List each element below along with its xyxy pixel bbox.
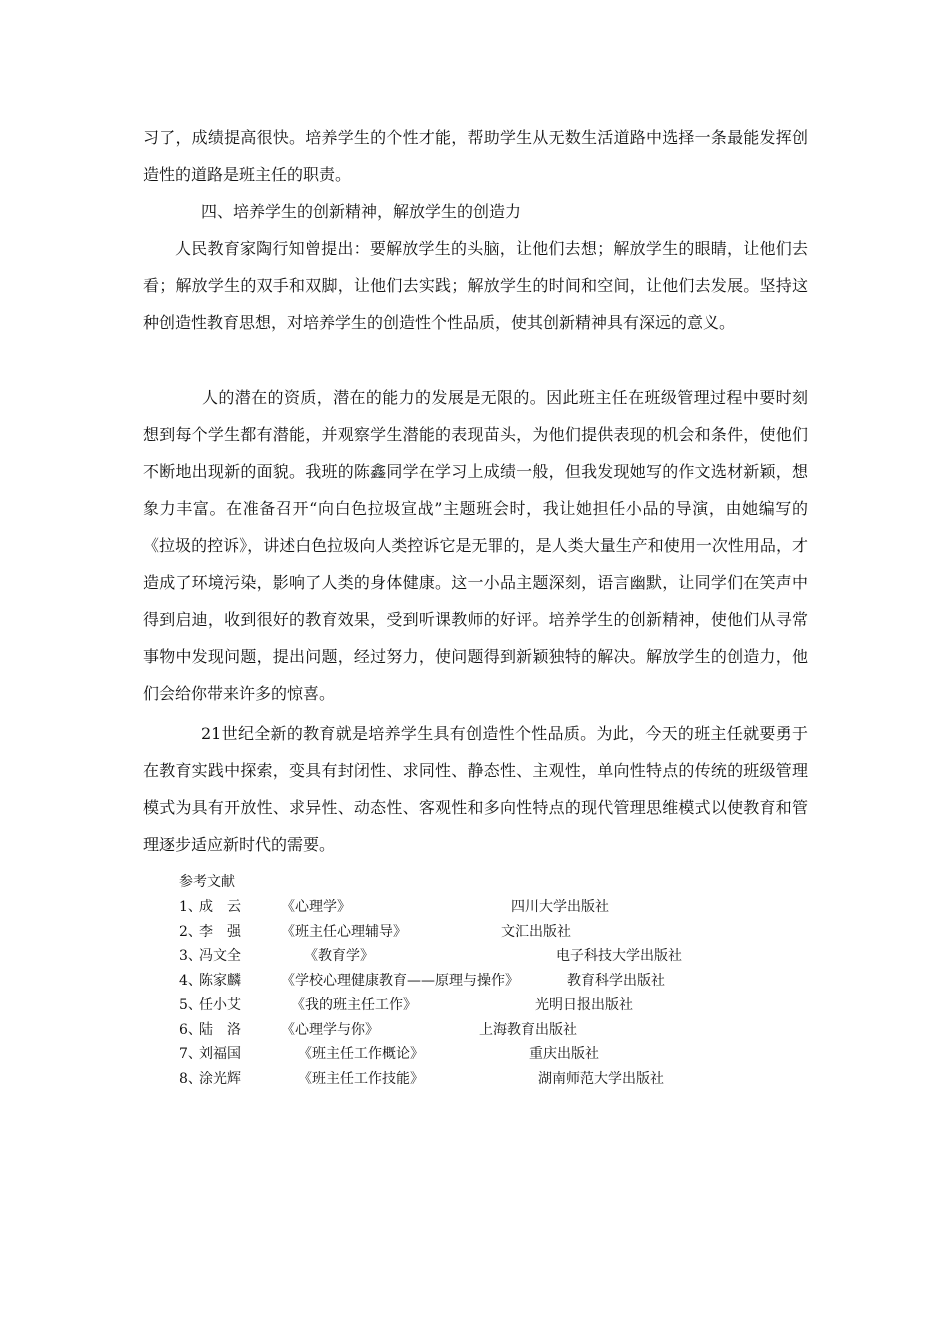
reference-author: 李 强 bbox=[199, 923, 241, 940]
reference-number: 7、 bbox=[179, 1046, 202, 1062]
reference-publisher: 上海教育出版社 bbox=[479, 1021, 577, 1038]
reference-publisher: 湖南师范大学出版社 bbox=[538, 1070, 664, 1087]
reference-item bbox=[179, 969, 799, 994]
paragraph-2: 人民教育家陶行知曾提出：要解放学生的头脑，让他们去想；解放学生的眼睛，让他们去看；解放学生的双手和双脚，让他们去实践；解放学生的时间和空间，让他们去发展。坚持这种创造性教育思想，对培养学生的创造性个性品质，使其创新精神具有深远的意义。 bbox=[143, 239, 808, 332]
references-title: 参考文献 bbox=[179, 874, 235, 890]
reference-author: 刘福国 bbox=[199, 1046, 241, 1062]
references bbox=[179, 870, 799, 1091]
reference-title: 《我的班主任工作》 bbox=[291, 997, 417, 1013]
reference-number: 3、 bbox=[179, 948, 202, 964]
paragraph-1: 习了，成绩提高很快。培养学生的个性才能，帮助学生从无数生活道路中选择一条最能发挥创造性的道路是班主任的职责。 bbox=[143, 128, 808, 184]
reference-title: 《班主任心理辅导》 bbox=[281, 923, 407, 940]
reference-number: 8、 bbox=[179, 1070, 202, 1087]
reference-number: 1、 bbox=[179, 899, 202, 915]
reference-item bbox=[179, 920, 799, 945]
reference-publisher: 四川大学出版社 bbox=[511, 899, 609, 915]
reference-title: 《教育学》 bbox=[304, 948, 374, 964]
reference-author: 任小艾 bbox=[199, 997, 241, 1013]
reference-title: 《班主任工作技能》 bbox=[298, 1070, 424, 1087]
reference-title: 《心理学》 bbox=[281, 899, 351, 915]
reference-item bbox=[179, 944, 799, 969]
reference-title: 《班主任工作概论》 bbox=[298, 1046, 424, 1062]
reference-number: 4、 bbox=[179, 972, 202, 989]
reference-item bbox=[179, 1067, 799, 1092]
reference-title: 《学校心理健康教育——原理与操作》 bbox=[281, 972, 519, 989]
reference-number: 6、 bbox=[179, 1021, 202, 1038]
reference-author: 陈家麟 bbox=[199, 972, 241, 989]
reference-number: 2、 bbox=[179, 923, 202, 940]
reference-publisher: 文汇出版社 bbox=[501, 923, 571, 940]
paragraph-4: 21世纪全新的教育就是培养学生具有创造性个性品质。为此，今天的班主任就要勇于在教育实践中探索，变具有封闭性、求同性、静态性、主观性，单向性特点的传统的班级管理模式为具有开放性、求异性、动态性、客观性和多向性特点的现代管理思维模式以使教育和管理逐步适应新时代的需要。 bbox=[143, 724, 808, 854]
reference-publisher: 电子科技大学出版社 bbox=[556, 948, 682, 964]
reference-title: 《心理学与你》 bbox=[281, 1021, 379, 1038]
reference-author: 冯文全 bbox=[199, 948, 241, 964]
reference-item bbox=[179, 1018, 799, 1043]
reference-author: 成 云 bbox=[199, 899, 241, 915]
reference-item bbox=[179, 895, 799, 920]
section-heading: 四、培养学生的创新精神，解放学生的创造力 bbox=[201, 202, 522, 221]
reference-item bbox=[179, 1042, 799, 1067]
reference-author: 涂光辉 bbox=[199, 1070, 241, 1087]
reference-publisher: 重庆出版社 bbox=[529, 1046, 599, 1062]
reference-publisher: 教育科学出版社 bbox=[567, 972, 665, 989]
paragraph-3: 人的潜在的资质，潜在的能力的发展是无限的。因此班主任在班级管理过程中要时刻想到每个学生都有潜能，并观察学生潜能的表现苗头，为他们提供表现的机会和条件，使他们不断地出现新的面貌。我班的陈鑫同学在学习上成绩一般，但我发现她写的作文选材新颖，想象力丰富。在准备召开“向白色拉圾宣战”主题班会时，我让她担任小品的导演，由她编写的《拉圾的控诉》，讲述白色拉圾向人类控诉它是无罪的，是人类大量生产和使用一次性用品，才造成了环境污染，影响了人类的身体健康。这一小品主题深刻，语言幽默，让同学们在笑声中得到启迪，收到很好的教育效果，受到听课教师的好评。培养学生的创新精神，使他们从寻常事物中发现问题，提出问题，经过努力，使问题得到新颖独特的解决。解放学生的创造力，他们会给你带来许多的惊喜。 bbox=[143, 388, 808, 703]
reference-publisher: 光明日报出版社 bbox=[535, 997, 633, 1013]
reference-number: 5、 bbox=[179, 997, 202, 1013]
reference-item bbox=[179, 993, 799, 1018]
reference-author: 陆 洛 bbox=[199, 1021, 241, 1038]
